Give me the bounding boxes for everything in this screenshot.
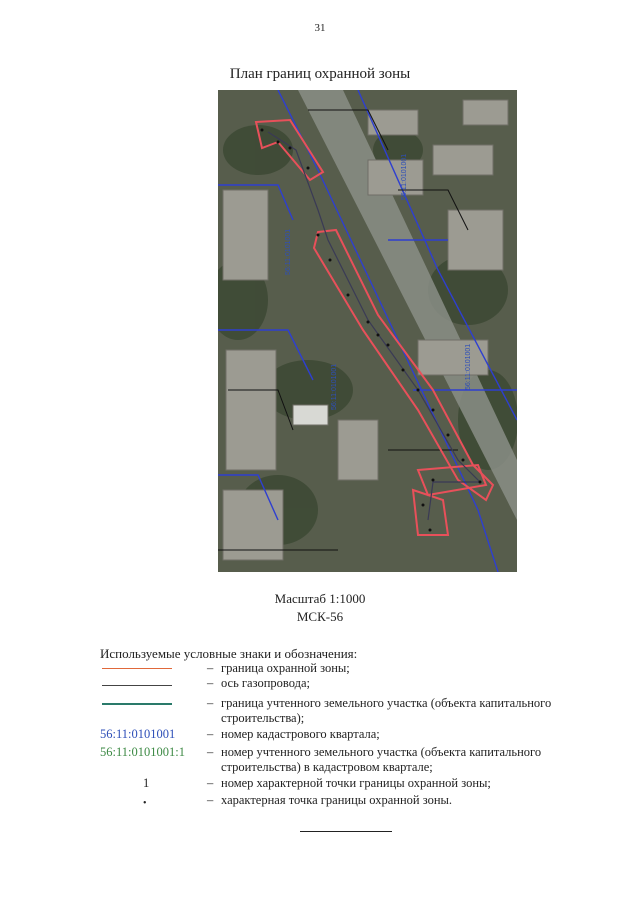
cadastral-label: 56:11:0101001 bbox=[465, 343, 472, 390]
legend-text: номер характерной точки границы охранной зоны; bbox=[221, 776, 491, 790]
bottom-rule bbox=[300, 831, 392, 832]
parcel-border-line-icon bbox=[102, 703, 172, 705]
legend-dash: – bbox=[207, 776, 214, 790]
parcel-number-sample: 56:11:0101001:1 bbox=[100, 745, 185, 759]
satellite-map bbox=[218, 90, 517, 572]
legend-text: номер учтенного земельного участка (объекта капитального строительства) в кадастровом квартале; bbox=[221, 745, 542, 774]
legend-text: граница учтенного земельного участка (объекта капитального строительства); bbox=[221, 696, 552, 725]
legend-dash: – bbox=[207, 745, 214, 759]
block-number-sample: 56:11:0101001 bbox=[100, 727, 176, 741]
pipeline-axis-line-icon bbox=[102, 685, 172, 686]
point-dot-icon: • bbox=[143, 798, 147, 809]
legend-text: граница охранной зоны; bbox=[221, 661, 350, 675]
cadastral-label: 56:11:0101001 bbox=[401, 153, 408, 200]
legend-dash: – bbox=[207, 793, 214, 807]
zone-border-line-icon bbox=[102, 668, 172, 669]
cadastral-label: 56:11:0101001 bbox=[331, 363, 338, 410]
coordinate-system: МСК-56 bbox=[296, 609, 344, 624]
legend-dash: – bbox=[207, 696, 214, 710]
point-number-sample: 1 bbox=[143, 776, 150, 790]
page-number: 31 bbox=[314, 22, 326, 34]
legend-text: характерная точка границы охранной зоны. bbox=[221, 793, 453, 807]
cadastral-label: 56:11:0101001 bbox=[285, 228, 292, 275]
legend-text: ось газопровода; bbox=[221, 676, 311, 690]
legend-dash: – bbox=[207, 676, 214, 690]
legend-heading: Используемые условные знаки и обозначения: bbox=[100, 646, 358, 661]
legend-dash: – bbox=[207, 727, 214, 741]
map-title: План границ охранной зоны bbox=[229, 66, 411, 82]
legend-text: номер кадастрового квартала; bbox=[221, 727, 380, 741]
map-scale: Масштаб 1:1000 bbox=[274, 591, 366, 606]
legend-dash: – bbox=[207, 661, 214, 675]
